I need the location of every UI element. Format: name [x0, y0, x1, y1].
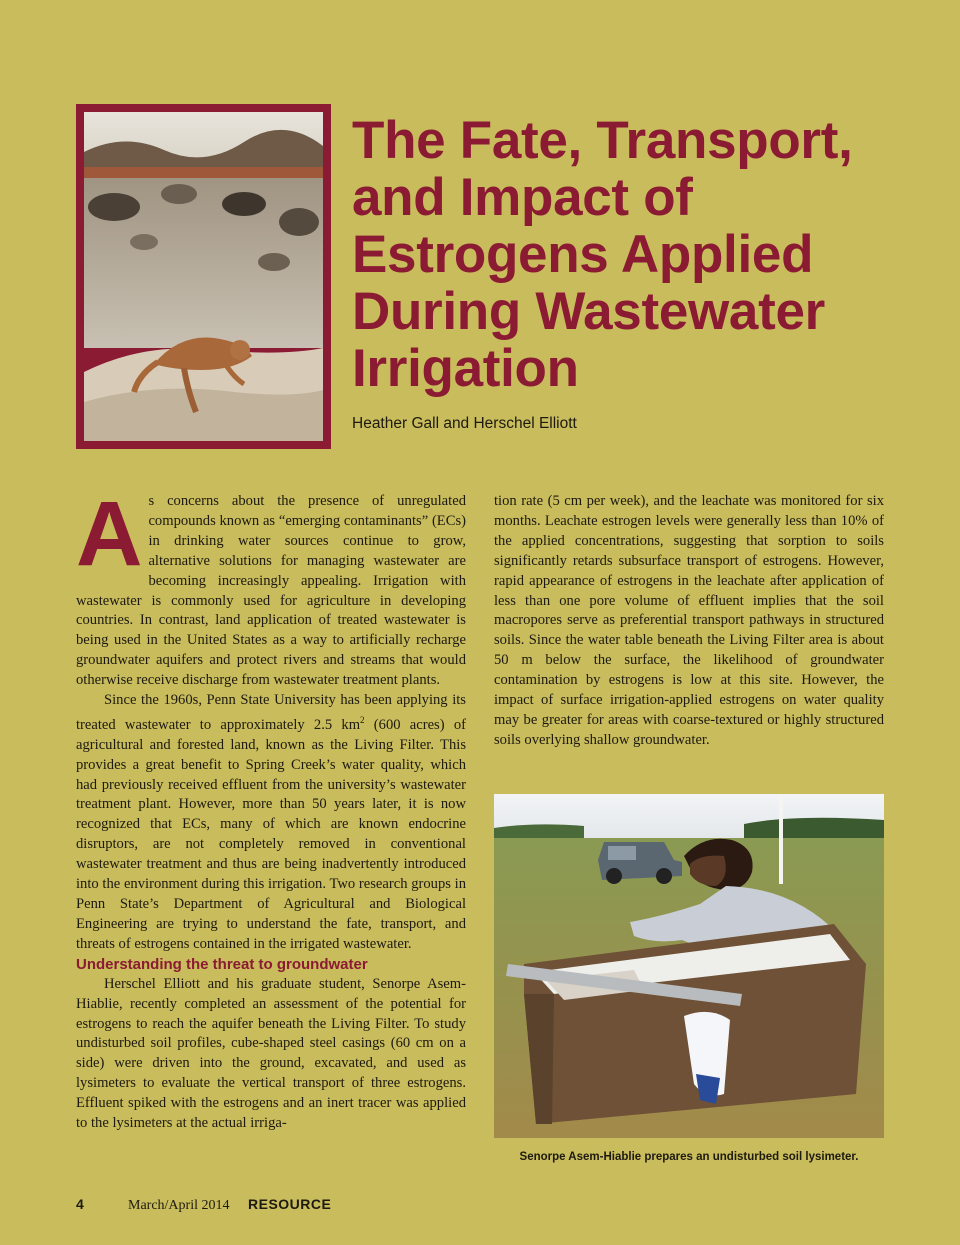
superscript: 2 [360, 714, 365, 725]
paragraph-text: Since the 1960s, Penn State University has been applying its treated wastewater to approximately 2.5 km [76, 692, 466, 733]
paragraph-text: s concerns about the presence of unregulated compounds known as “emerging contaminants” (ECs) in drinking water sources continue to grow, alternative solutions for managing wastewater are becoming increasingly appealing. Irrigation with wastewater is commonly used for agriculture in developing countries. In contrast, land application of treated wastewater is being used in the United States as a way to artificially recharge groundwater aquifers and protect rivers and streams that would otherwise receive discharge from wastewater treatment plants. [76, 493, 466, 689]
lysimeter-photo [494, 794, 884, 1138]
photo-caption: Senorpe Asem-Hiablie prepares an undisturbed soil lysimeter. [519, 1151, 859, 1163]
salamander-photo [76, 104, 331, 449]
title-line: During Wastewater [352, 282, 825, 341]
right-column [494, 492, 884, 751]
magazine-name: RESOURCE [248, 1196, 332, 1212]
page-number: 4 [76, 1196, 84, 1212]
paragraph-text: (600 acres) of agricultural and forested land, known as the Living Filter. This provides a great benefit to Spring Creek’s water quality, which had previously received effluent from the university’s wastewater treatment plant. However, more than 50 years later, it is now recognized that ECs, many of which are known endocrine disruptors, are not completely removed in conventional wastewater treatment and thus are being inadvertently introduced into the environment during this irrigation. Two research groups in Penn State’s Department of Agricultural and Biological Engineering are trying to understand the fate, transport, and threats of estrogens contained in the irrigated wastewater. [76, 716, 466, 952]
paragraph-intro [76, 483, 466, 691]
paragraph-lysimeter: Herschel Elliott and his graduate student, Senorpe Asem-Hiablie, recently completed an assessment of the potential for estrogens to reach the aquifer beneath the Living Filter. To study undisturbed soil profiles, cube-shaped steel casings (60 cm on a side) were driven into the ground, excavated, and used as lysimeters to evaluate the vertical transport of three estrogens. Effluent spiked with the estrogens and an inert tracer was applied to the lysimeters at the actual irriga- [76, 975, 466, 1132]
article-title [352, 112, 942, 397]
section-heading: Understanding the threat to groundwater [76, 955, 368, 973]
title-line: The Fate, Transport, [352, 111, 853, 170]
page-footer [76, 1196, 331, 1214]
title-line: Irrigation [352, 339, 579, 398]
title-line: and Impact of [352, 168, 693, 227]
byline: Heather Gall and Herschel Elliott [352, 415, 577, 432]
left-column [76, 483, 466, 1134]
drop-cap: A [76, 483, 143, 585]
paragraph-living-filter [76, 691, 466, 955]
title-line: Estrogens Applied [352, 225, 814, 284]
paragraph-continued: tion rate (5 cm per week), and the leachate was monitored for six months. Leachate estrogen levels were generally less than 10% of the applied concentrations, suggesting that sorption to soils significantly retards subsurface transport of estrogens. However, rapid appearance of estrogens in the leachate after application of less than one pore volume of effluent implies that the soil macropores serve as preferential transport pathways in structured soils. Since the water table beneath the Living Filter area is about 50 m below the surface, the likelihood of groundwater contamination by estrogens is low at this site. However, the impact of surface irrigation-applied estrogens on water quality may be greater for areas with coarse-textured or highly structured soils overlying shallow groundwater. [494, 493, 884, 748]
issue-date: March/April 2014 [128, 1198, 230, 1213]
